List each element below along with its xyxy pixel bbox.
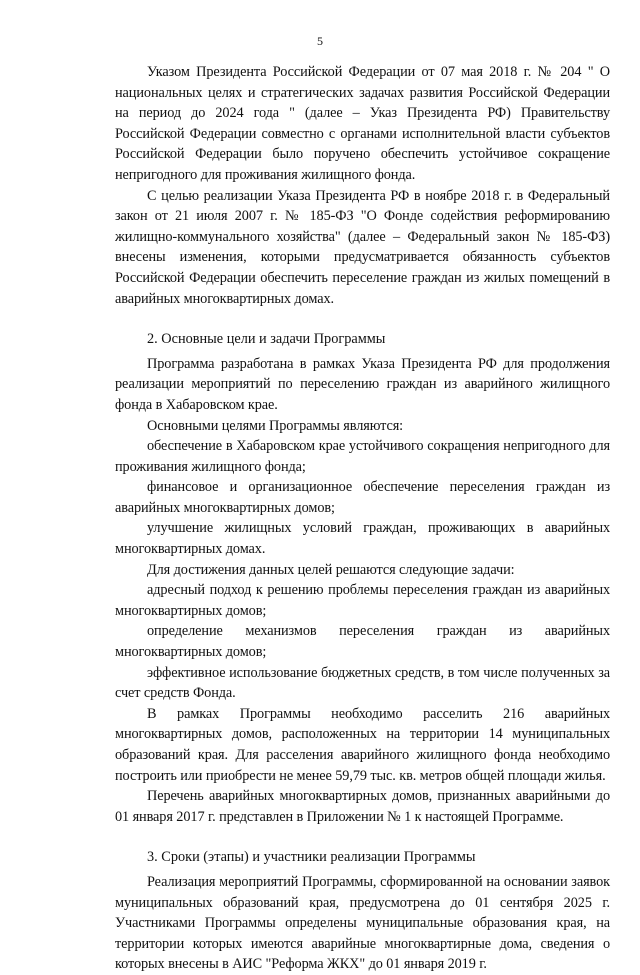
document-body	[115, 62, 610, 975]
paragraph: адресный подход к решению проблемы переселения граждан из аварийных многоквартирных домов;	[115, 582, 610, 619]
paragraph: улучшение жилищных условий граждан, проживающих в аварийных многоквартирных домах.	[115, 520, 610, 558]
section-heading-goals: 2. Основные цели и задачи Программы	[147, 331, 386, 348]
section-heading-timeline: 3. Сроки (этапы) и участники реализации Программы	[147, 849, 476, 866]
paragraph: Для достижения данных целей решаются следующие задачи:	[147, 561, 515, 578]
paragraph: С целью реализации Указа Президента РФ в ноябре 2018 г. в Федеральный закон от 21 июля 2007 г. № 185-ФЗ "О Фонде содействия реформированию жилищно-коммунального хозяйства" (далее – Федеральный закон № 185-ФЗ) внесены изменения, которыми предусматривается обязанность субъектов Российской Федерации обеспечить переселение граждан из жилых помещений в аварийных многоквартирных домах.	[115, 187, 610, 307]
paragraph: Указом Президента Российской Федерации от 07 мая 2018 г. № 204 " О национальных целях и стратегических задачах развития Российской Федерации на период до 2024 года " (далее – Указ Президента РФ) Правительству Российской Федерации совместно с органами исполнительной власти субъектов Российской Федерации было поручено обеспечить устойчивое сокращение непригодного для проживания жилищного фонда.	[115, 64, 610, 183]
paragraph: финансовое и организационное обеспечение переселения граждан из аварийных многоквартирных домов;	[115, 479, 610, 516]
paragraph: Основными целями Программы являются:	[147, 417, 404, 434]
section-spacer	[115, 827, 610, 847]
paragraph: В рамках Программы необходимо расселить 216 аварийных многоквартирных домов, расположенных на территории 14 муниципальных образований края. Для расселения аварийного жилищного фонда необходимо построить или приобрести не менее 59,79 тыс. кв. метров общей площади жилья.	[115, 705, 610, 784]
section-spacer	[115, 309, 610, 329]
page-number: 5	[317, 34, 323, 48]
paragraph: Программа разработана в рамках Указа Президента РФ для продолжения реализации мероприятий по переселению граждан из аварийного жилищного фонда в Хабаровском крае.	[115, 355, 610, 413]
paragraph: определение механизмов переселения граждан из аварийных многоквартирных домов;	[115, 623, 610, 661]
paragraph: Перечень аварийных многоквартирных домов, признанных аварийными до 01 января 2017 г. представлен в Приложении № 1 к настоящей Программе.	[115, 788, 610, 825]
paragraph: Реализация мероприятий Программы, сформированной на основании заявок муниципальных образований края, предусмотрена до 01 сентября 2025 г. Участниками Программы определены муниципальные образования края, на территории которых имеются аварийные многоквартирные дома, сведения о которых внесены в АИС "Реформа ЖКХ" до 01 января 2019 г.	[115, 873, 610, 973]
paragraph: обеспечение в Хабаровском крае устойчивого сокращения непригодного для проживания жилищного фонда;	[115, 438, 610, 475]
paragraph: эффективное использование бюджетных средств, в том числе полученных за счет средств Фонда.	[115, 664, 610, 702]
